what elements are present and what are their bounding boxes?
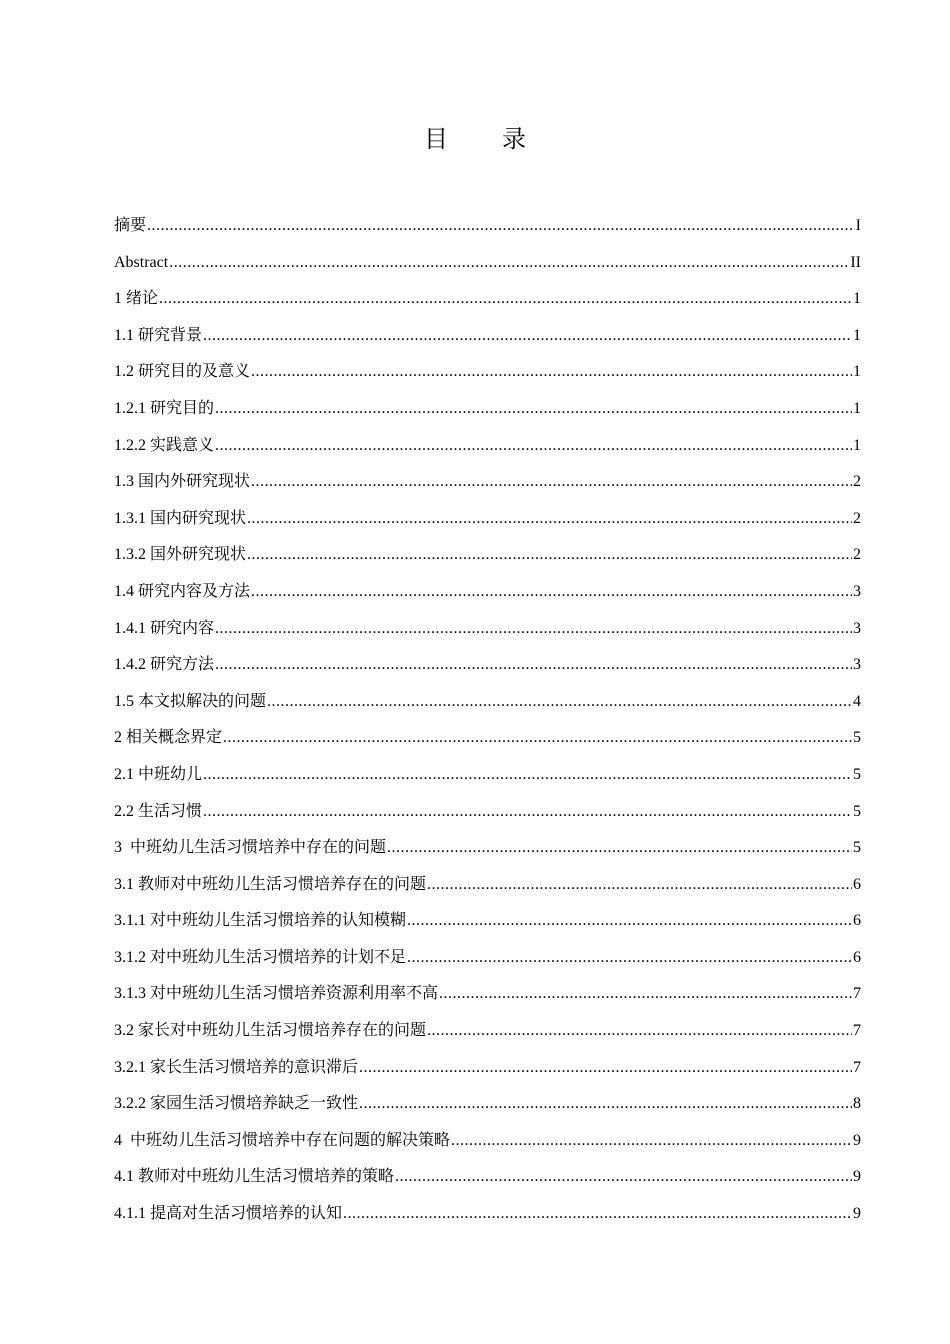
toc-dot-leader bbox=[343, 1196, 852, 1233]
toc-entry[interactable] bbox=[114, 1013, 861, 1050]
toc-entry-label: 3.1 教师对中班幼儿生活习惯培养存在的问题 bbox=[114, 875, 427, 893]
toc-entry-page-number: 2 bbox=[853, 473, 861, 491]
toc-dot-leader bbox=[395, 1159, 852, 1196]
toc-entry-label: 4.1 教师对中班幼儿生活习惯培养的策略 bbox=[114, 1168, 395, 1186]
toc-entry[interactable] bbox=[114, 537, 861, 574]
toc-dot-leader bbox=[215, 611, 852, 648]
toc-entry-page-number: 1 bbox=[853, 290, 861, 308]
toc-entry-label: 3.2.2 家园生活习惯培养缺乏一致性 bbox=[114, 1095, 359, 1113]
toc-dot-leader bbox=[169, 245, 849, 282]
toc-entry-label: 3.2.1 家长生活习惯培养的意识滞后 bbox=[114, 1058, 359, 1076]
toc-dot-leader bbox=[251, 464, 852, 501]
toc-entry[interactable] bbox=[114, 464, 861, 501]
toc-entry-label: 1.2 研究目的及意义 bbox=[114, 363, 251, 381]
toc-entry[interactable] bbox=[114, 830, 861, 867]
toc-entry-page-number: 5 bbox=[853, 729, 861, 747]
toc-entry[interactable] bbox=[114, 903, 861, 940]
toc-entry[interactable] bbox=[114, 867, 861, 904]
toc-entry[interactable] bbox=[114, 1159, 861, 1196]
toc-dot-leader bbox=[439, 976, 852, 1013]
toc-entry-label: 1.5 本文拟解决的问题 bbox=[114, 692, 267, 710]
toc-entry-page-number: 8 bbox=[853, 1095, 861, 1113]
toc-entry[interactable] bbox=[114, 208, 861, 245]
toc-entry-label: 4.1.1 提高对生活习惯培养的认知 bbox=[114, 1205, 343, 1223]
toc-entry-page-number: 9 bbox=[853, 1205, 861, 1223]
toc-entry-label: 1.2.2 实践意义 bbox=[114, 436, 215, 454]
toc-dot-leader bbox=[427, 1013, 852, 1050]
toc-entry-label: 1.1 研究背景 bbox=[114, 326, 203, 344]
page-title: 目 录 bbox=[424, 127, 550, 153]
toc-entry[interactable] bbox=[114, 757, 861, 794]
toc-entry-label: 1.2.1 研究目的 bbox=[114, 399, 215, 417]
toc-entry-page-number: 7 bbox=[853, 1058, 861, 1076]
toc-dot-leader bbox=[387, 830, 852, 867]
toc-entry-label: 2.2 生活习惯 bbox=[114, 802, 203, 820]
toc-dot-leader bbox=[215, 428, 852, 465]
toc-entry-label: 2.1 中班幼儿 bbox=[114, 765, 203, 783]
toc-entry[interactable] bbox=[114, 501, 861, 538]
toc-entry[interactable] bbox=[114, 281, 861, 318]
toc-entry-label: 1 绪论 bbox=[114, 290, 159, 308]
toc-entry-page-number: 5 bbox=[853, 802, 861, 820]
toc-entry-page-number: 5 bbox=[853, 839, 861, 857]
toc-entry[interactable] bbox=[114, 1050, 861, 1087]
toc-entry[interactable] bbox=[114, 794, 861, 831]
toc-entry-page-number: 9 bbox=[853, 1131, 861, 1149]
toc-dot-leader bbox=[251, 574, 852, 611]
toc-entry-label: 3 中班幼儿生活习惯培养中存在的问题 bbox=[114, 839, 387, 857]
toc-entry[interactable] bbox=[114, 647, 861, 684]
toc-entry-page-number: 1 bbox=[853, 363, 861, 381]
toc-entry-page-number: 3 bbox=[853, 582, 861, 600]
toc-dot-leader bbox=[451, 1123, 852, 1160]
toc-entry[interactable] bbox=[114, 720, 861, 757]
toc-dot-leader bbox=[407, 903, 852, 940]
toc-entry-page-number: 5 bbox=[853, 765, 861, 783]
toc-entry[interactable] bbox=[114, 245, 861, 282]
toc-dot-leader bbox=[215, 391, 852, 428]
toc-dot-leader bbox=[407, 940, 852, 977]
toc-entry-label: 摘要 bbox=[114, 217, 147, 234]
toc-entry[interactable] bbox=[114, 354, 861, 391]
toc-dot-leader bbox=[215, 647, 852, 684]
toc-entry-page-number: 7 bbox=[853, 1022, 861, 1040]
toc-entry[interactable] bbox=[114, 391, 861, 428]
toc-entry-page-number: 4 bbox=[853, 692, 861, 710]
toc-entry-page-number: 1 bbox=[853, 326, 861, 344]
toc-entry-label: Abstract bbox=[114, 253, 169, 271]
toc-dot-leader bbox=[267, 684, 852, 721]
toc-entry[interactable] bbox=[114, 611, 861, 648]
table-of-contents bbox=[114, 208, 861, 1233]
toc-entry-label: 3.1.3 对中班幼儿生活习惯培养资源利用率不高 bbox=[114, 985, 439, 1003]
toc-dot-leader bbox=[203, 794, 852, 831]
toc-dot-leader bbox=[427, 867, 852, 904]
toc-entry[interactable] bbox=[114, 684, 861, 721]
toc-dot-leader bbox=[247, 537, 852, 574]
toc-entry-page-number: I bbox=[855, 217, 861, 234]
toc-entry[interactable] bbox=[114, 318, 861, 355]
toc-dot-leader bbox=[251, 354, 852, 391]
toc-entry-page-number: 2 bbox=[853, 546, 861, 564]
toc-entry-page-number: 1 bbox=[853, 436, 861, 454]
toc-dot-leader bbox=[223, 720, 852, 757]
toc-entry-label: 2 相关概念界定 bbox=[114, 729, 223, 747]
toc-dot-leader bbox=[203, 318, 852, 355]
toc-entry-page-number: 6 bbox=[853, 875, 861, 893]
toc-entry[interactable] bbox=[114, 976, 861, 1013]
toc-dot-leader bbox=[203, 757, 852, 794]
toc-dot-leader bbox=[359, 1050, 852, 1087]
toc-entry-label: 3.1.2 对中班幼儿生活习惯培养的计划不足 bbox=[114, 948, 407, 966]
toc-entry-label: 1.4.1 研究内容 bbox=[114, 619, 215, 637]
toc-entry-page-number: II bbox=[850, 253, 861, 271]
toc-dot-leader bbox=[247, 501, 852, 538]
toc-entry-label: 1.4.2 研究方法 bbox=[114, 656, 215, 674]
toc-entry[interactable] bbox=[114, 574, 861, 611]
toc-entry-label: 1.3.1 国内研究现状 bbox=[114, 509, 247, 527]
toc-entry-page-number: 7 bbox=[853, 985, 861, 1003]
toc-entry-page-number: 6 bbox=[853, 912, 861, 930]
toc-entry[interactable] bbox=[114, 1196, 861, 1233]
toc-entry-label: 1.3 国内外研究现状 bbox=[114, 473, 251, 491]
toc-dot-leader bbox=[359, 1086, 852, 1123]
toc-entry[interactable] bbox=[114, 1123, 861, 1160]
toc-entry-label: 1.4 研究内容及方法 bbox=[114, 582, 251, 600]
toc-entry-label: 3.1.1 对中班幼儿生活习惯培养的认知模糊 bbox=[114, 912, 407, 930]
toc-entry[interactable] bbox=[114, 428, 861, 465]
toc-entry-label: 3.2 家长对中班幼儿生活习惯培养存在的问题 bbox=[114, 1022, 427, 1040]
toc-entry-page-number: 2 bbox=[853, 509, 861, 527]
toc-dot-leader bbox=[159, 281, 852, 318]
toc-entry-label: 4 中班幼儿生活习惯培养中存在问题的解决策略 bbox=[114, 1131, 451, 1149]
toc-entry-page-number: 3 bbox=[853, 656, 861, 674]
toc-entry-label: 1.3.2 国外研究现状 bbox=[114, 546, 247, 564]
toc-entry-page-number: 1 bbox=[853, 399, 861, 417]
toc-entry[interactable] bbox=[114, 940, 861, 977]
toc-entry-page-number: 3 bbox=[853, 619, 861, 637]
toc-entry-page-number: 6 bbox=[853, 948, 861, 966]
toc-entry[interactable] bbox=[114, 1086, 861, 1123]
toc-entry-page-number: 9 bbox=[853, 1168, 861, 1186]
toc-dot-leader bbox=[147, 208, 855, 245]
